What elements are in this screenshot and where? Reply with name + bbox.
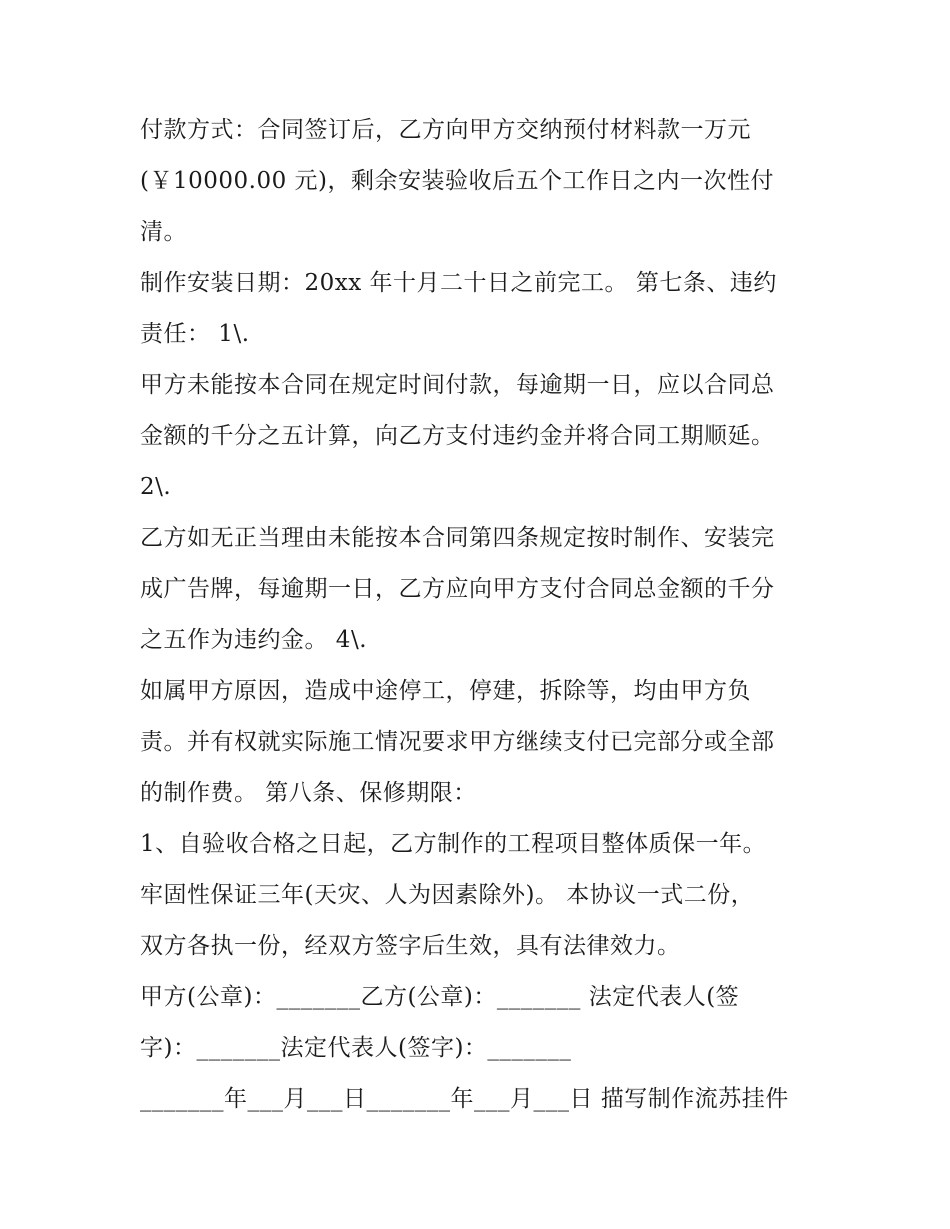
text-line: 牢固性保证三年(天灾、人为因素除外)。 本协议一式二份， — [140, 882, 755, 908]
signature-line: 字)：_______法定代表人(签字)：_______ — [140, 1035, 572, 1061]
text-line: 甲方未能按本合同在规定时间付款，每逾期一日，应以合同总 — [140, 372, 775, 398]
text-line: (￥10000.00 元)，剩余安装验收后五个工作日之内一次性付 — [140, 168, 775, 194]
text-line: 如属甲方原因，造成中途停工，停建，拆除等，均由甲方负 — [140, 678, 751, 704]
text-line: 清。 — [140, 219, 187, 245]
contract-text — [140, 110, 830, 1130]
text-line: 2\. — [140, 474, 172, 500]
text-line: 之五作为违约金。 4\. — [140, 627, 368, 653]
text-line: 金额的千分之五计算，向乙方支付违约金并将合同工期顺延。 — [140, 423, 775, 449]
text-line: 责任： 1\. — [140, 321, 250, 347]
date-line: _______年___月___日_______年___月___日 描写制作流苏挂件 — [140, 1086, 789, 1112]
text-line: 制作安装日期：20xx 年十月二十日之前完工。 第七条、违约 — [140, 270, 777, 296]
text-line: 乙方如无正当理由未能按本合同第四条规定按时制作、安装完 — [140, 525, 775, 551]
text-line: 付款方式：合同签订后，乙方向甲方交纳预付材料款一万元 — [140, 117, 751, 143]
text-line: 成广告牌，每逾期一日，乙方应向甲方支付合同总金额的千分 — [140, 576, 775, 602]
text-line: 1、自验收合格之日起，乙方制作的工程项目整体质保一年。 — [140, 831, 767, 857]
signature-line: 甲方(公章)：_______乙方(公章)：_______ 法定代表人(签 — [140, 984, 740, 1010]
text-line: 责。并有权就实际施工情况要求甲方继续支付已完部分或全部 — [140, 729, 775, 755]
text-line: 双方各执一份，经双方签字后生效，具有法律效力。 — [140, 933, 681, 959]
text-line: 的制作费。 第八条、保修期限： — [140, 780, 477, 806]
